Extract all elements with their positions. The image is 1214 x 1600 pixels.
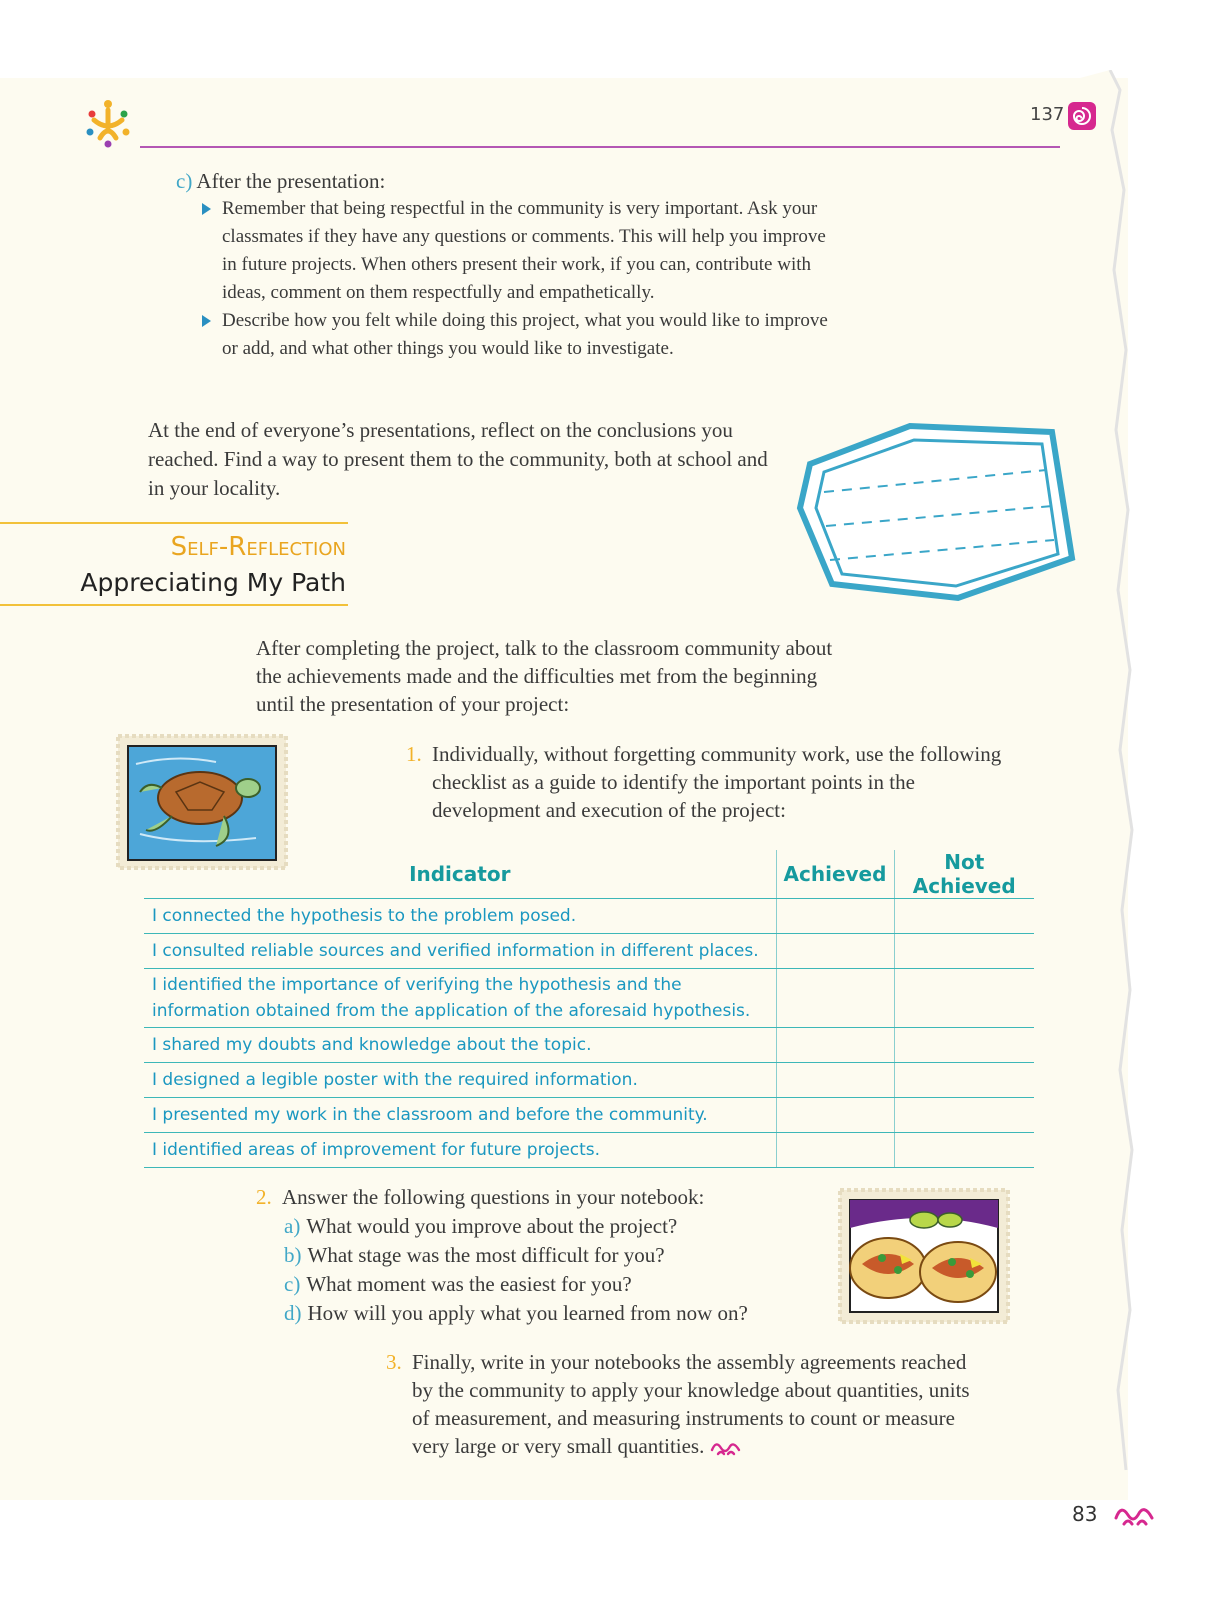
indicator-cell: I designed a legible poster with the required information. [144,1063,776,1098]
bullet-text: Remember that being respectful in the community is very important. Ask your classmates if they have any questions or comments. This will help you improve in future projects. When others present their work, if you can, contribute with ideas, comment on them respectfully and empathetically. [222,198,826,303]
bottom-page-number: 83 [1072,1502,1098,1526]
conclusion-paragraph: At the end of everyone’s presentations, reflect on the conclusions you reached. Find a way to present them to the community, both at school and in your locality. [148,418,768,500]
not-achieved-cell[interactable] [894,1028,1034,1063]
top-page-number: 137 [1030,104,1065,125]
table-row [144,1133,1034,1168]
intro-paragraph: After completing the project, talk to the classroom community about the achievements made and the difficulties met from the beginning until the presentation of your project: [256,636,833,716]
item-title: After the presentation: [196,169,386,193]
bullet-text: Describe how you felt while doing this project, what you would like to improve or add, and what other things you would like to investigate. [222,310,828,359]
question-text: What would you improve about the project? [306,1214,678,1238]
list-item [284,1270,748,1299]
not-achieved-cell[interactable] [894,899,1034,934]
step-number: 1. [406,742,422,766]
community-logo-icon [80,96,136,152]
question-text: What moment was the easiest for you? [306,1272,632,1296]
not-achieved-cell[interactable] [894,1098,1034,1133]
step-number: 2. [256,1185,272,1209]
achieved-cell[interactable] [776,1133,894,1168]
table-row [144,969,1034,1028]
checklist-table [144,850,1034,1168]
step-1 [406,740,1006,824]
table-row [144,1098,1034,1133]
section-title: Appreciating My Path [80,568,346,597]
step-number: 3. [386,1350,402,1374]
end-ornament-icon [708,1438,744,1458]
list-item [284,1299,748,1328]
list-item [284,1241,748,1270]
header-rule [140,146,1060,148]
footer-ornament-icon [1112,1500,1160,1530]
achieved-cell[interactable] [776,969,894,1028]
question-text: What stage was the most difficult for you? [307,1243,665,1267]
list-item [200,307,840,363]
item-letter: c) [176,169,193,193]
indicator-cell: I consulted reliable sources and verified information in different places. [144,934,776,969]
column-header-indicator: Indicator [144,850,776,899]
item-letter: a) [284,1214,301,1238]
list-item [200,195,840,307]
after-presentation-bullets [200,195,840,363]
table-row [144,1063,1034,1098]
question-text: How will you apply what you learned from now on? [307,1301,748,1325]
triangle-bullet-icon [202,315,211,327]
achieved-cell[interactable] [776,1098,894,1133]
section-rule-top [0,522,348,524]
tacos-stamp-illustration [838,1188,1010,1324]
triangle-bullet-icon [202,203,211,215]
step-text: Answer the following questions in your notebook: [282,1185,705,1209]
achieved-cell[interactable] [776,1028,894,1063]
step-text: Individually, without forgetting community work, use the following checklist as a guide to identify the important points in the development and execution of the project: [432,742,1002,822]
indicator-cell: I identified the importance of verifying the hypothesis and the information obtained from the application of the aforesaid hypothesis. [144,969,776,1028]
item-letter: b) [284,1243,302,1267]
table-header-row [144,850,1034,899]
achieved-cell[interactable] [776,934,894,969]
step-2 [256,1183,796,1211]
torn-paper-edge [1080,70,1160,1510]
not-achieved-cell[interactable] [894,934,1034,969]
question-list [284,1212,748,1328]
section-rule-bottom [0,604,348,606]
note-card-illustration [790,408,1090,618]
step-text-wrapper [412,1348,986,1460]
indicator-cell: I connected the hypothesis to the problem posed. [144,899,776,934]
achieved-cell[interactable] [776,1063,894,1098]
indicator-cell: I presented my work in the classroom and before the community. [144,1098,776,1133]
not-achieved-cell[interactable] [894,969,1034,1028]
step-3 [386,1348,986,1460]
column-header-achieved: Achieved [776,850,894,899]
list-item [284,1212,748,1241]
achieved-cell[interactable] [776,899,894,934]
table-row [144,1028,1034,1063]
indicator-cell: I shared my doubts and knowledge about the topic. [144,1028,776,1063]
indicator-cell: I identified areas of improvement for future projects. [144,1133,776,1168]
column-header-not-achieved: Not Achieved [894,850,1034,899]
spiral-ornament-icon [1066,100,1098,132]
item-letter: d) [284,1301,302,1325]
section-kicker: Self-Reflection [170,532,346,562]
item-letter: c) [284,1272,301,1296]
table-row [144,899,1034,934]
not-achieved-cell[interactable] [894,1063,1034,1098]
table-row [144,934,1034,969]
not-achieved-cell[interactable] [894,1133,1034,1168]
after-presentation-heading [176,167,385,195]
step-text: Finally, write in your notebooks the assembly agreements reached by the community to apply your knowledge about quantities, units of measurement, and measuring instruments to count or measure very large or very small quantities. [412,1350,970,1458]
